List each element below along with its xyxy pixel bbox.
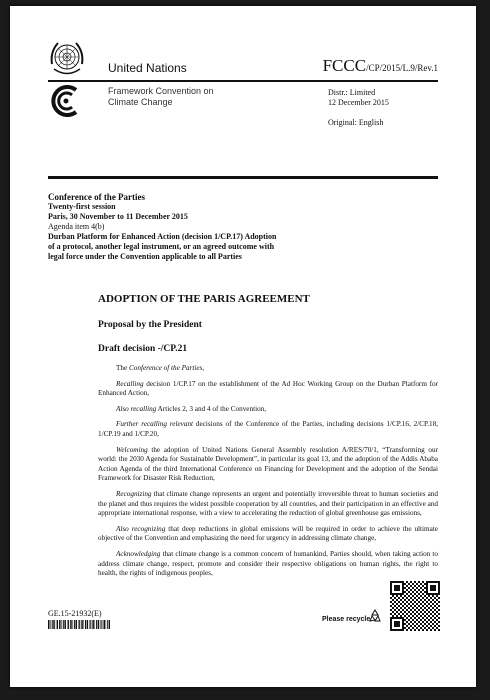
- paragraph-lead: Further recalling relevant: [116, 420, 194, 429]
- paragraph-text: decisions of the Conference of the Parties, including decisions 1/CP.16, 2/CP.18, 1/CP.19 and 1/CP.20,: [98, 420, 438, 438]
- convention-name: [108, 86, 238, 108]
- paragraph-lead: Also recalling: [116, 404, 157, 413]
- un-emblem-icon: [46, 38, 88, 80]
- paragraph-lead: Acknowledging: [116, 549, 161, 558]
- paragraph: [98, 380, 438, 399]
- document-page: [10, 6, 476, 687]
- preamble: [98, 364, 438, 374]
- recycle-label: Please recycle: [322, 616, 371, 623]
- symbol-suffix: /CP/2015/L.9/Rev.1: [366, 63, 438, 73]
- paragraph: [98, 490, 438, 519]
- convention-line-2: Climate Change: [108, 97, 173, 107]
- recycle-icon: [368, 609, 382, 623]
- paragraph: [98, 446, 438, 484]
- decision-text: [98, 364, 438, 585]
- document-title: ADOPTION OF THE PARIS AGREEMENT: [98, 293, 310, 305]
- convention-line-1: Framework Convention on: [108, 86, 214, 96]
- header-rule: [48, 80, 438, 82]
- preamble-italic: Conference of the Parties: [128, 364, 203, 372]
- paragraph-text: that climate change represents an urgent and potentially irreversible threat to human societies and the planet and thus requires the widest possible cooperation by all countries, and their participation in an effective and appropriate international response, with a view to accelerating the reduction of global greenhouse gas emissions,: [98, 489, 438, 518]
- unfccc-logo-icon: [46, 84, 88, 118]
- organization-name: United Nations: [108, 61, 187, 75]
- preamble-end: ,: [202, 364, 205, 372]
- meeting-body: Conference of the Parties: [48, 192, 146, 202]
- job-number: GE.15-21932(E): [48, 609, 102, 618]
- paragraph: [98, 550, 438, 579]
- symbol-main: FCCC: [322, 56, 367, 75]
- paragraph: [98, 405, 438, 415]
- paragraph-lead: Recognizing: [116, 489, 152, 498]
- paragraph-lead: Also recognizing: [116, 524, 166, 533]
- meeting-session: Twenty-first session: [48, 202, 116, 211]
- draft-decision-heading: Draft decision -/CP.21: [98, 344, 188, 354]
- meeting-block: [48, 192, 428, 262]
- agenda-item: Agenda item 4(b): [48, 222, 105, 231]
- preamble-lead: The: [116, 364, 129, 372]
- paragraph-text: Articles 2, 3 and 4 of the Convention,: [156, 404, 267, 413]
- agenda-title: Durban Platform for Enhanced Action (decision 1/CP.17) Adoption of a protocol, another legal instrument, or an agreed outcome with legal force under the Convention applicable to all Parties: [48, 232, 277, 261]
- paragraph-text: that climate change is a common concern of humankind, Parties should, when taking action to address climate change, respect, promote and consider their respective obligations on human rights, the right to health, the rights of indigenous peoples,: [98, 549, 438, 578]
- paragraph-text: the adoption of United Nations General Assembly resolution A/RES/70/1, “Transforming our world: the 2030 Agenda for Sustainable Development”, in particular its goal 13, and the adoption of the Addis Ababa Action Agenda of the third International Conference on Financing for Development and the adoption of the Sendai Framework for Disaster Risk Reduction,: [98, 445, 438, 483]
- paragraph: [98, 525, 438, 544]
- proposal-heading: Proposal by the President: [98, 320, 202, 330]
- paragraph: [98, 420, 438, 439]
- paragraph-text: decision 1/CP.17 on the establishment of the Ad Hoc Working Group on the Durban Platform for Enhanced Action,: [98, 379, 438, 398]
- paragraph-text: that deep reductions in global emissions will be required in order to achieve the ultimate objective of the Convention and emphasizing the need for urgency in addressing climate change,: [98, 524, 438, 543]
- paragraph-lead: Recalling: [116, 379, 144, 388]
- issue-date: 12 December 2015: [328, 98, 389, 107]
- original-language: Original: English: [328, 118, 384, 127]
- meeting-place-dates: Paris, 30 November to 11 December 2015: [48, 212, 188, 221]
- distribution: Distr.: Limited: [328, 88, 376, 97]
- document-symbol: [323, 56, 438, 76]
- distribution-block: [328, 88, 448, 108]
- qr-code-icon: [390, 581, 440, 631]
- barcode-icon: [48, 620, 110, 629]
- header-thick-rule: [48, 176, 438, 179]
- paragraph-lead: Welcoming: [116, 445, 148, 454]
